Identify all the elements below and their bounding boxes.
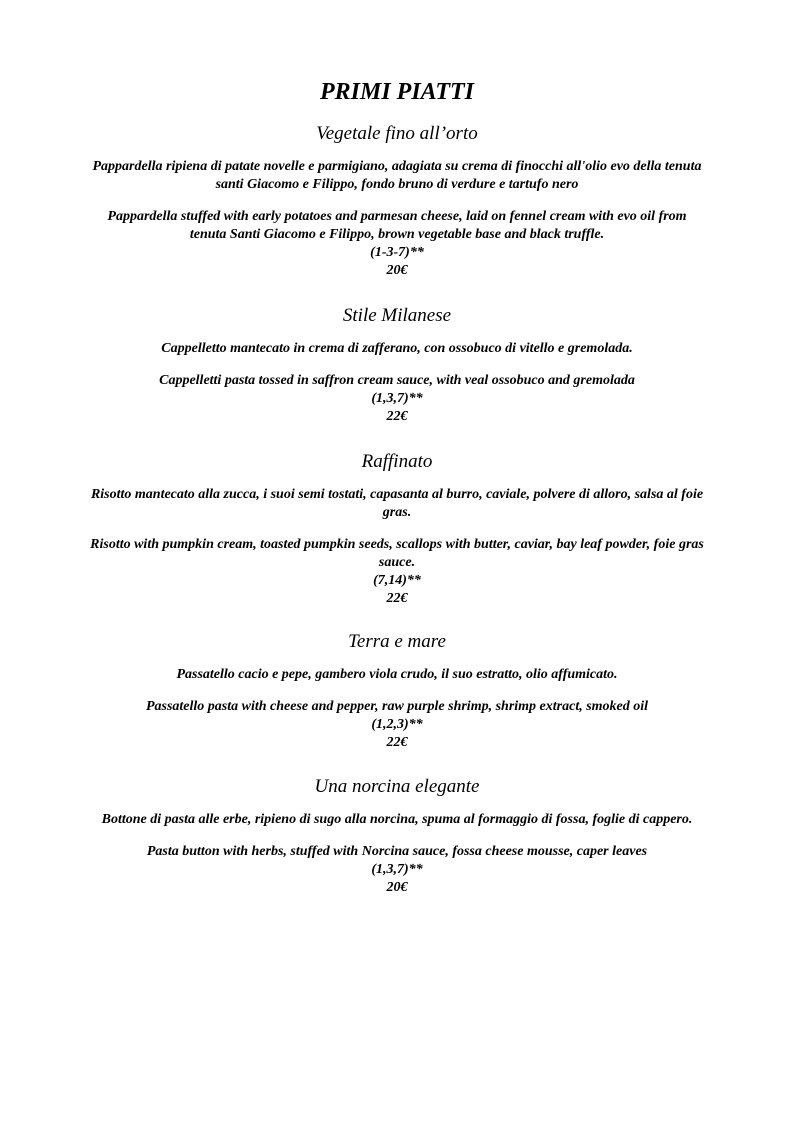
dish-description-english: Cappelletti pasta tossed in saffron cream sauce, with veal ossobuco and gremolada xyxy=(159,373,635,388)
page-title: PRIMI PIATTI xyxy=(319,79,475,105)
dish-description-english: Pasta button with herbs, stuffed with Norcina sauce, fossa cheese mousse, caper leaves xyxy=(146,844,648,859)
dish-section-vegetale xyxy=(90,122,704,280)
dish-name: Stile Milanese xyxy=(342,305,452,326)
dish-description-italian: Risotto mantecato alla zucca, i suoi semi tostati, capasanta al burro, caviale, polvere di alloro, salsa al foie gras. xyxy=(90,487,704,520)
dish-description-english: Passatello pasta with cheese and pepper, raw purple shrimp, shrimp extract, smoked oil xyxy=(145,699,649,714)
dish-price: 22€ xyxy=(386,735,408,750)
dish-price: 20€ xyxy=(386,880,408,895)
dish-name: Una norcina elegante xyxy=(314,776,480,797)
dish-description-italian: Passatello cacio e pepe, gambero viola crudo, il suo estratto, olio affumicato. xyxy=(176,667,618,682)
dish-section-una-norcina-elegante xyxy=(90,775,704,897)
dish-allergens: (7,14)** xyxy=(373,573,421,588)
dish-allergens: (1,3,7)** xyxy=(371,862,423,877)
dish-section-raffinato xyxy=(90,450,704,608)
dish-description-italian: Bottone di pasta alle erbe, ripieno di sugo alla norcina, spuma al formaggio di fossa, foglie di cappero. xyxy=(101,812,693,827)
dish-price: 20€ xyxy=(386,263,408,278)
dish-description-english: Pappardella stuffed with early potatoes and parmesan cheese, laid on fennel cream with evo oil from tenuta Santi Giacomo e Filippo, brown vegetable base and black truffle. xyxy=(107,209,687,242)
dish-section-terra-e-mare xyxy=(90,630,704,752)
dish-allergens: (1,3,7)** xyxy=(371,391,423,406)
dish-allergens: (1-3-7)** xyxy=(370,245,424,260)
dish-price: 22€ xyxy=(386,409,408,424)
dish-name: Raffinato xyxy=(361,451,433,472)
dish-name: Vegetale fino all’orto xyxy=(316,123,478,144)
dish-description-english: Risotto with pumpkin cream, toasted pumpkin seeds, scallops with butter, caviar, bay leaf powder, foie gras sauce. xyxy=(90,537,704,570)
dish-name: Terra e mare xyxy=(348,631,446,652)
dish-description-italian: Cappelletto mantecato in crema di zafferano, con ossobuco di vitello e gremolada. xyxy=(161,341,633,356)
dish-allergens: (1,2,3)** xyxy=(371,717,423,732)
dish-description-italian: Pappardella ripiena di patate novelle e parmigiano, adagiata su crema di finocchi all'olio evo della tenuta santi Giacomo e Filippo, fondo bruno di verdure e tartufo nero xyxy=(92,159,702,192)
dish-section-stile-milanese xyxy=(90,304,704,426)
dish-price: 22€ xyxy=(386,591,408,606)
